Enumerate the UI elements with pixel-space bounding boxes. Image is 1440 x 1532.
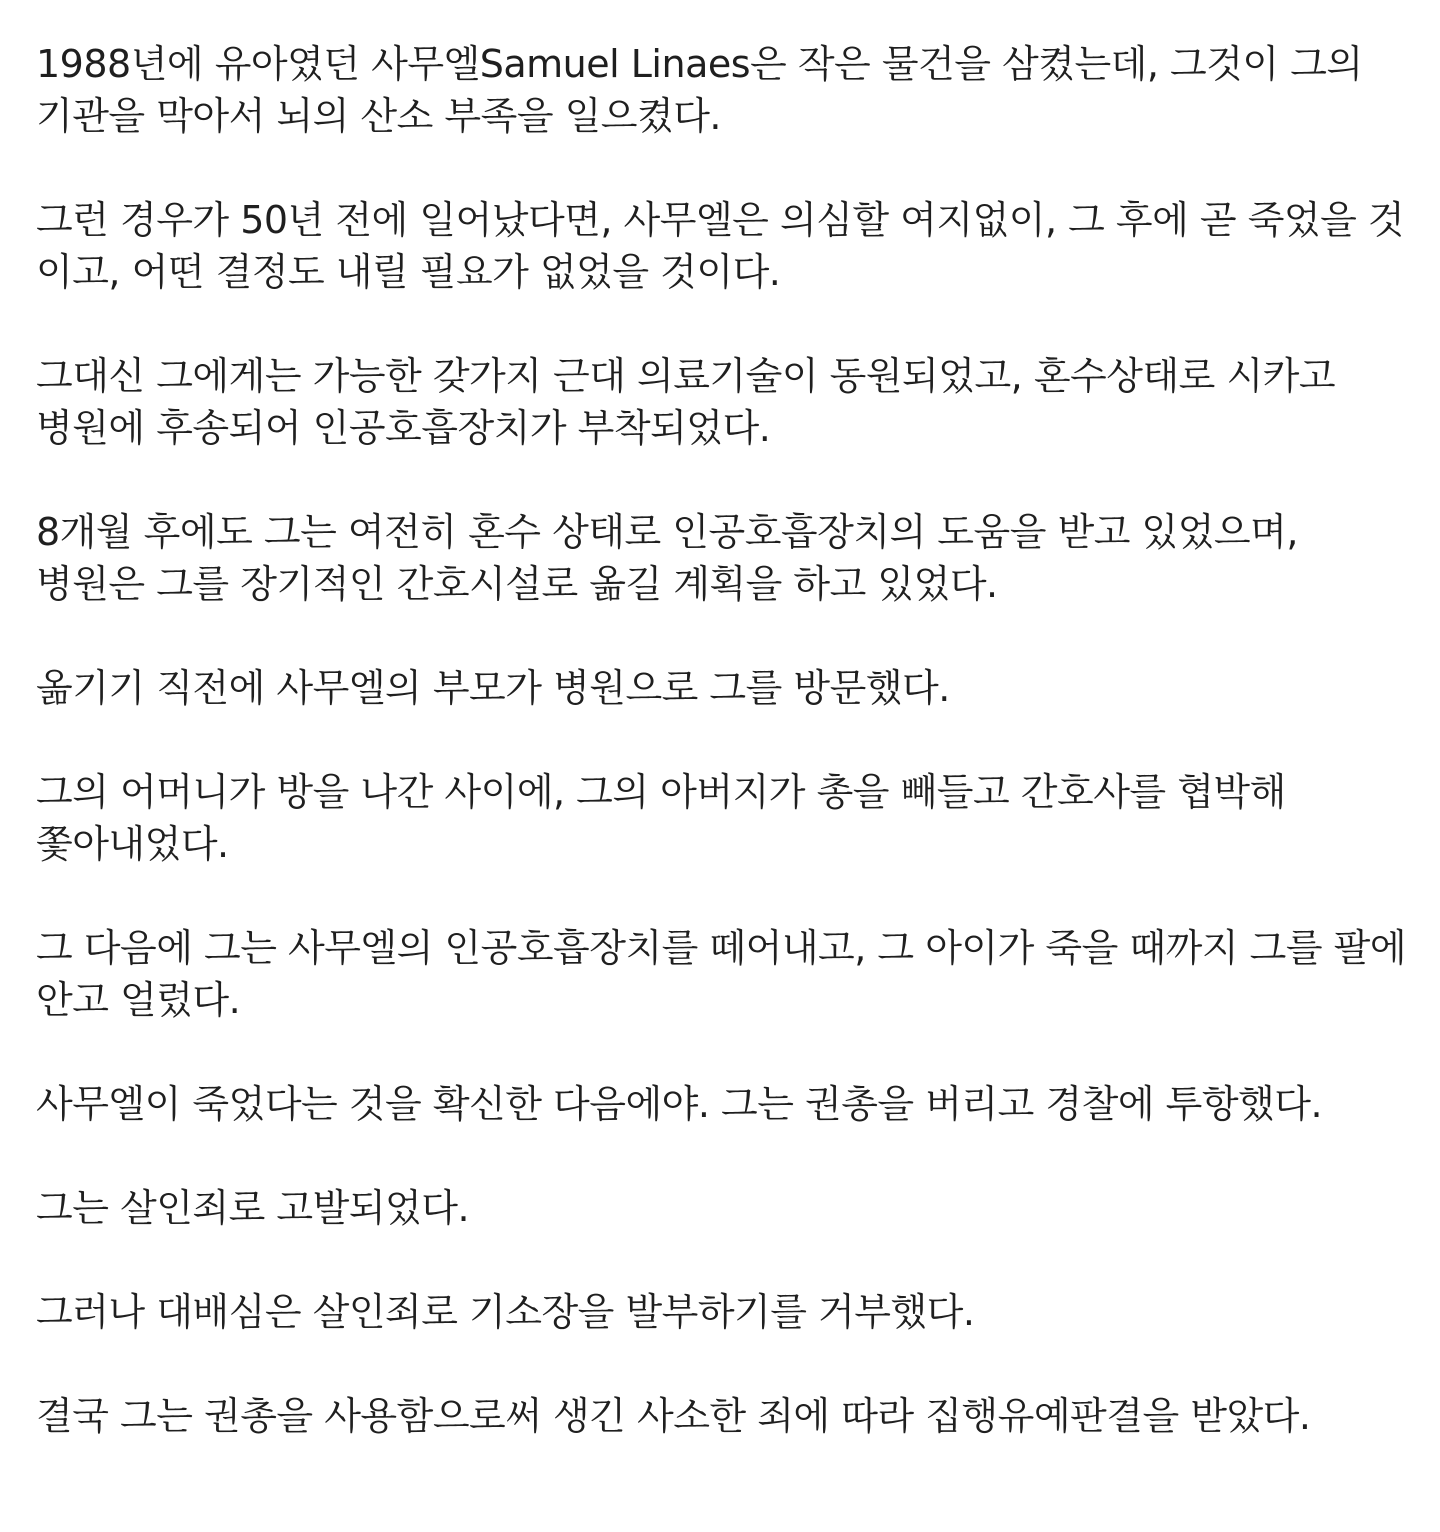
paragraph: 그러나 대배심은 살인죄로 기소장을 발부하기를 거부했다. [36,1290,975,1334]
paragraph: 그 다음에 그는 사무엘의 인공호흡장치를 떼어내고, 그 아이가 죽을 때까지 그를 팔에 안고 얼렀다. [36,926,1407,1022]
paragraph: 옮기기 직전에 사무엘의 부모가 병원으로 그를 방문했다. [36,666,950,710]
paragraph: 그는 살인죄로 고발되었다. [36,1186,470,1230]
paragraph: 8개월 후에도 그는 여전히 혼수 상태로 인공호흡장치의 도움을 받고 있었으며, 병원은 그를 장기적인 간호시설로 옮길 계획을 하고 있었다. [36,510,1298,606]
paragraph: 사무엘이 죽었다는 것을 확신한 다음에야. 그는 권총을 버리고 경찰에 투항했다. [36,1082,1323,1126]
paragraph: 그의 어머니가 방을 나간 사이에, 그의 아버지가 총을 빼들고 간호사를 협박해 쫓아내었다. [36,770,1286,866]
article-body [36,38,1408,1442]
paragraph: 그대신 그에게는 가능한 갖가지 근대 의료기술이 동원되었고, 혼수상태로 시카고 병원에 후송되어 인공호흡장치가 부착되었다. [36,354,1336,450]
paragraph: 결국 그는 권총을 사용함으로써 생긴 사소한 죄에 따라 집행유예판결을 받았다. [36,1394,1311,1438]
paragraph: 1988년에 유아였던 사무엘Samuel Linaes은 작은 물건을 삼켰는데, 그것이 그의 기관을 막아서 뇌의 산소 부족을 일으켰다. [36,42,1363,138]
paragraph: 그런 경우가 50년 전에 일어났다면, 사무엘은 의심할 여지없이, 그 후에 곧 죽었을 것 이고, 어떤 결정도 내릴 필요가 없었을 것이다. [36,198,1405,294]
